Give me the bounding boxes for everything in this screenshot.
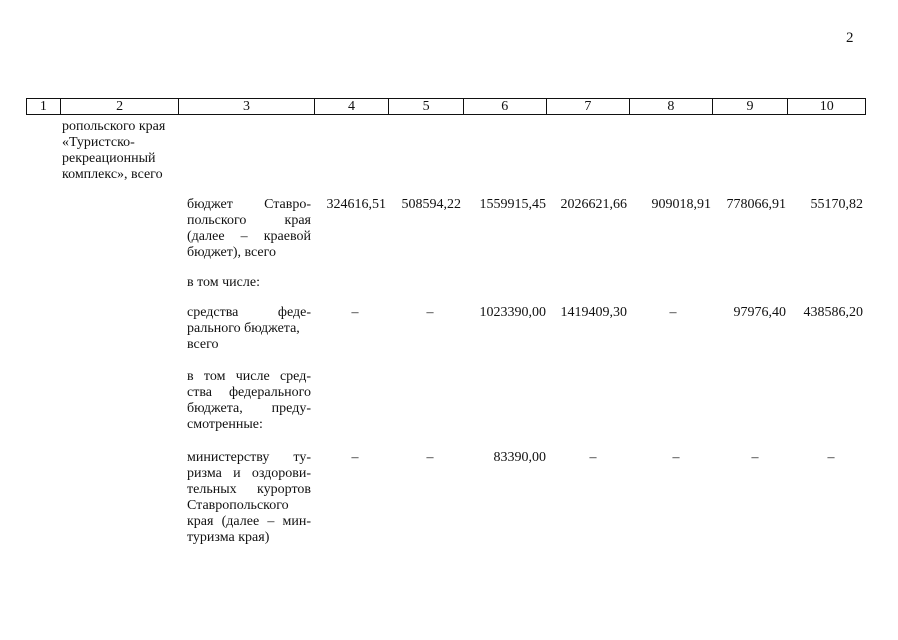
header-cell-3: 3 xyxy=(179,99,314,114)
program-name-line: ропольского края xyxy=(62,119,166,134)
value-cell-col8: 909018,91 xyxy=(651,197,711,212)
funding-source-cell xyxy=(187,275,311,291)
funding-source-line: (далее – краевой xyxy=(187,229,311,244)
funding-source-line: бюджет), всего xyxy=(187,245,276,260)
header-cell-4: 4 xyxy=(315,99,390,114)
header-cell-1: 1 xyxy=(27,99,61,114)
program-name-cell xyxy=(62,119,177,183)
program-name-line: комплекс», всего xyxy=(62,167,163,182)
funding-source-line: средства феде- xyxy=(187,305,311,320)
value-cell-col7: 1419409,30 xyxy=(560,305,627,320)
value-cell-col4: 324616,51 xyxy=(326,197,386,212)
program-name-line: рекреационный xyxy=(62,151,156,166)
header-cell-9: 9 xyxy=(713,99,789,114)
header-cell-8: 8 xyxy=(630,99,713,114)
value-cell-col4: – xyxy=(351,450,359,465)
value-cell-col6: 1023390,00 xyxy=(479,305,546,320)
header-cell-10: 10 xyxy=(819,99,834,114)
table-header-row xyxy=(26,98,866,115)
value-cell-col5: – xyxy=(426,305,434,320)
header-cell-7: 7 xyxy=(547,99,631,114)
funding-source-line: ризма и оздорови- xyxy=(187,466,311,481)
value-cell-col7: – xyxy=(589,450,597,465)
value-cell-col5: 508594,22 xyxy=(401,197,461,212)
funding-source-line: бюджет Ставро- xyxy=(187,197,311,212)
value-cell-col6: 1559915,45 xyxy=(479,197,546,212)
funding-source-line: смотренные: xyxy=(187,417,263,432)
header-cell-5: 5 xyxy=(389,99,464,114)
funding-source-cell xyxy=(187,305,311,353)
value-cell-col5: – xyxy=(426,450,434,465)
funding-source-line: всего xyxy=(187,337,219,352)
funding-source-line: ства федерального xyxy=(187,385,311,400)
page-number: 2 xyxy=(846,30,854,46)
value-cell-col8: – xyxy=(672,450,680,465)
funding-source-line: тельных курортов xyxy=(187,482,311,497)
funding-source-line: Ставропольского xyxy=(187,498,289,513)
header-cell-6: 6 xyxy=(464,99,547,114)
value-cell-col10: 438586,20 xyxy=(803,305,863,320)
value-cell-col7: 2026621,66 xyxy=(560,197,627,212)
value-cell-col4: – xyxy=(351,305,359,320)
funding-source-cell xyxy=(187,450,311,546)
funding-source-line: в том числе сред- xyxy=(187,369,311,384)
value-cell-col9: – xyxy=(751,450,759,465)
funding-source-line: рального бюджета, xyxy=(187,321,300,336)
value-cell-col10: 55170,82 xyxy=(810,197,863,212)
header-cell-2: 2 xyxy=(61,99,179,114)
funding-source-line: в том числе: xyxy=(187,275,260,290)
value-cell-col9: 778066,91 xyxy=(726,197,786,212)
program-name-line: «Туристско- xyxy=(62,135,135,150)
funding-source-line: туризма края) xyxy=(187,530,270,545)
value-cell-col9: 97976,40 xyxy=(733,305,786,320)
funding-source-cell xyxy=(187,369,311,433)
funding-source-line: министерству ту- xyxy=(187,450,311,465)
value-cell-col6: 83390,00 xyxy=(493,450,546,465)
value-cell-col8: – xyxy=(669,305,677,320)
funding-source-line: края (далее – мин- xyxy=(187,514,311,529)
value-cell-col10: – xyxy=(827,450,835,465)
funding-source-line: польского края xyxy=(187,213,311,228)
funding-source-cell xyxy=(187,197,311,261)
funding-source-line: бюджета, преду- xyxy=(187,401,311,416)
